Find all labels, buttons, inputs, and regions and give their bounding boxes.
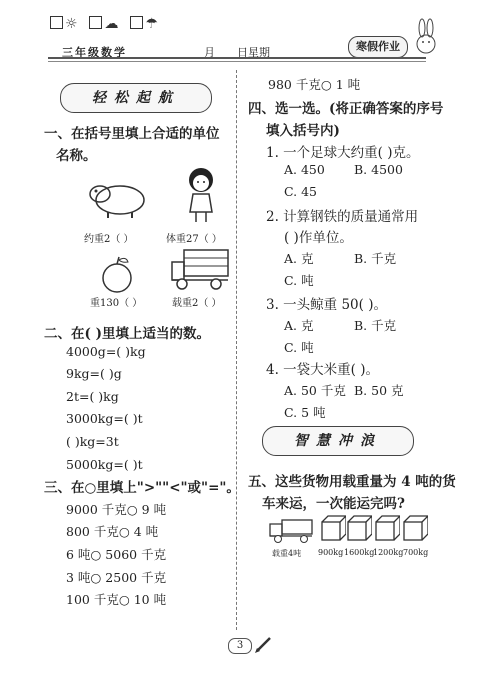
cargo-box-icon: [346, 514, 372, 544]
cargo-box-icon: [320, 514, 346, 544]
hippo-icon: [88, 176, 148, 220]
q4-sub2-question-line1: 2. 计算钢铁的质量通常用: [266, 209, 419, 225]
rain-icon: ☂: [145, 16, 159, 32]
q4-sub2-option-c: C. 吨: [284, 273, 314, 288]
q4-sub3-option-c: C. 吨: [284, 340, 314, 355]
cargo-box-icon: [374, 514, 400, 544]
q3-title: 三、在○里填上">""<"或"="。: [44, 480, 240, 496]
q4-sub4-option-b: B. 50 克: [354, 383, 404, 398]
q4-sub4-option-a: A. 50 千克: [284, 383, 346, 398]
banner-easy-start: 轻松起航: [60, 83, 212, 113]
q5-box-2: 1600kg: [344, 548, 375, 557]
q2-line-4: 3000kg=( )t: [66, 411, 143, 426]
q3-line-3: 6 吨○ 5060 千克: [66, 547, 167, 562]
q1-item-girl: 体重27（ ）: [166, 234, 222, 245]
q2-line-3: 2t=( )kg: [66, 389, 119, 404]
q5-truck-label: 载重4吨: [272, 549, 302, 558]
date-field: ____月____日星期____: [182, 46, 292, 59]
q2-line-5: ( )kg=3t: [66, 434, 119, 449]
q4-title-line2: 填入括号内): [266, 123, 340, 139]
q4-sub2-option-a: A. 克: [284, 251, 314, 266]
q5-truck-icon: [268, 514, 314, 544]
q3-line-4: 3 吨○ 2500 千克: [66, 570, 167, 585]
q2-line-1: 4000g=( )kg: [66, 344, 146, 359]
q5-title-line1: 五、这些货物用载重量为 4 吨的货: [248, 474, 456, 490]
q4-sub3-option-a: A. 克: [284, 318, 314, 333]
sun-icon: ☼: [65, 16, 79, 32]
bunny-icon: [408, 18, 442, 58]
q1-item-apple: 重130（ ）: [90, 298, 143, 309]
q1-item-truck: 载重2（ ）: [172, 298, 222, 309]
q1-item-hippo: 约重2（ ）: [84, 234, 134, 245]
q4-sub4-option-c: C. 5 吨: [284, 405, 326, 420]
banner-wisdom-surf: 智慧冲浪: [262, 426, 414, 456]
q5-title-line2: 车来运，一次能运完吗?: [262, 496, 405, 512]
checkbox-rainy[interactable]: [130, 16, 143, 29]
q4-sub1-option-c: C. 45: [284, 184, 317, 199]
q4-sub4-question: 4. 一袋大米重( )。: [266, 362, 379, 378]
q5-box-1: 900kg: [318, 548, 344, 557]
girl-icon: [178, 164, 224, 224]
header-rule-thin: [48, 61, 426, 62]
q5-box-3: 1200kg: [373, 548, 404, 557]
cloud-icon: ☁: [104, 16, 120, 32]
q4-sub3-option-b: B. 千克: [354, 318, 397, 333]
q5-box-4: 700kg: [403, 548, 429, 557]
header-rule: [48, 57, 426, 59]
q1-title-line1: 一、在括号里填上合适的单位: [44, 126, 220, 142]
pencil-icon: [254, 634, 274, 654]
subject-label: 三年级数学: [62, 46, 127, 59]
truck-icon: [170, 246, 232, 292]
q1-title-line2: 名称。: [56, 148, 97, 164]
q3-line-5: 100 千克○ 10 吨: [66, 592, 167, 607]
q3-line-1: 9000 千克○ 9 吨: [66, 502, 167, 517]
q3-line-2: 800 千克○ 4 吨: [66, 524, 159, 539]
q4-sub1-option-a: A. 450: [284, 162, 325, 177]
checkbox-sunny[interactable]: [50, 16, 63, 29]
q4-title-line1: 四、选一选。(将正确答案的序号: [248, 101, 444, 117]
q4-sub1-question: 1. 一个足球大约重( )克。: [266, 145, 420, 161]
q3-line-6: 980 千克○ 1 吨: [268, 77, 361, 92]
q4-sub2-question-line2: ( )作单位。: [284, 230, 353, 246]
q2-title: 二、在( )里填上适当的数。: [44, 326, 210, 342]
checkbox-cloudy[interactable]: [89, 16, 102, 29]
page-number: 3: [228, 638, 252, 654]
q2-line-6: 5000kg=( )t: [66, 457, 143, 472]
apple-icon: [98, 254, 136, 294]
column-divider: [236, 70, 237, 630]
q4-sub2-option-b: B. 千克: [354, 251, 397, 266]
weather-icons: [50, 16, 159, 32]
cargo-box-icon: [402, 514, 428, 544]
winter-homework-badge: 寒假作业: [348, 36, 408, 58]
q2-line-2: 9kg=( )g: [66, 366, 122, 381]
q4-sub1-option-b: B. 4500: [354, 162, 403, 177]
q4-sub3-question: 3. 一头鲸重 50( )。: [266, 297, 387, 313]
